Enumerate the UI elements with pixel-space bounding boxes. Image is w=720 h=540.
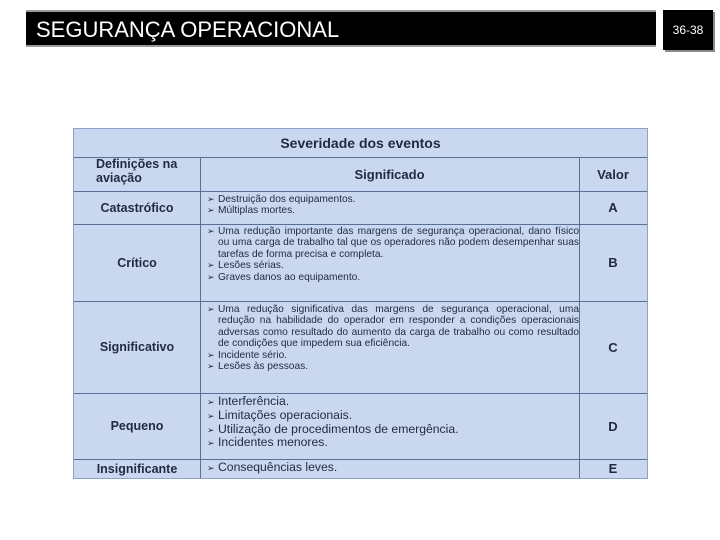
list-item: ➢ Destruição dos equipamentos.	[207, 194, 356, 205]
list-item: ➢ Incidentes menores.	[207, 435, 328, 450]
header-meaning: Significado	[354, 166, 425, 182]
meaning-critico	[207, 226, 579, 283]
arrow-bullet-icon: ➢	[207, 410, 215, 421]
list-item: ➢ Consequências leves.	[207, 460, 338, 474]
arrow-bullet-icon: ➢	[207, 226, 215, 236]
value-insignificante: E	[608, 461, 618, 476]
arrow-bullet-icon: ➢	[207, 194, 215, 204]
value-critico: B	[608, 255, 618, 270]
arrow-bullet-icon: ➢	[207, 349, 215, 360]
table-title: Severidade dos eventos	[280, 135, 441, 151]
list-item: ➢ Lesões às pessoas.	[207, 361, 309, 373]
header-definition: Definições na aviação	[96, 157, 178, 185]
arrow-bullet-icon: ➢	[207, 304, 215, 314]
meaning-insignificante	[207, 461, 579, 475]
list-item: ➢ Uma redução significativa das margens de segurança operacional, uma redução na habilidade do operador em responder a condições operacionais adversas como resultado do aumento da carga de trabalho ou como resultado de condições que impedem sua eficiência.	[207, 304, 579, 350]
divider	[200, 157, 201, 478]
arrow-bullet-icon: ➢	[207, 438, 215, 449]
list-item: ➢ Graves danos ao equipamento.	[207, 271, 361, 283]
value-pequeno: D	[608, 418, 618, 434]
list-item: ➢ Interferência.	[207, 394, 290, 408]
arrow-bullet-icon: ➢	[207, 424, 215, 435]
list-item: ➢ Uma redução importante das margens de segurança operacional, dano físico ou uma carga de trabalho tal que os operadores não podem desempenhar suas tarefas de forma precisa e completa.	[207, 226, 579, 260]
meaning-significativo	[207, 304, 579, 372]
term-significativo: Significativo	[99, 340, 175, 354]
slide-number: 36-38	[663, 10, 713, 50]
value-significativo: C	[608, 339, 618, 355]
severity-table	[73, 128, 648, 479]
meaning-pequeno	[207, 395, 579, 450]
term-insignificante: Insignificante	[96, 461, 178, 476]
slide-title: SEGURANÇA OPERACIONAL	[36, 17, 340, 42]
list-item: ➢ Limitações operacionais.	[207, 407, 353, 422]
arrow-bullet-icon: ➢	[207, 271, 215, 282]
list-item: ➢ Múltiplas mortes.	[207, 205, 295, 217]
term-catastrofico: Catastrófico	[100, 200, 174, 215]
list-item: ➢ Incidente sério.	[207, 349, 288, 361]
list-item: ➢ Utilização de procedimentos de emergência.	[207, 421, 459, 436]
arrow-bullet-icon: ➢	[207, 361, 215, 372]
meaning-catastrofico	[207, 194, 579, 217]
arrow-bullet-icon: ➢	[207, 463, 215, 473]
value-catastrofico: A	[608, 200, 618, 215]
term-critico: Crítico	[117, 255, 157, 270]
term-pequeno: Pequeno	[110, 419, 164, 433]
title-bar	[26, 10, 656, 47]
arrow-bullet-icon: ➢	[207, 205, 215, 216]
header-value: Valor	[597, 166, 629, 182]
arrow-bullet-icon: ➢	[207, 397, 215, 407]
list-item: ➢ Lesões sérias.	[207, 260, 284, 272]
arrow-bullet-icon: ➢	[207, 260, 215, 271]
